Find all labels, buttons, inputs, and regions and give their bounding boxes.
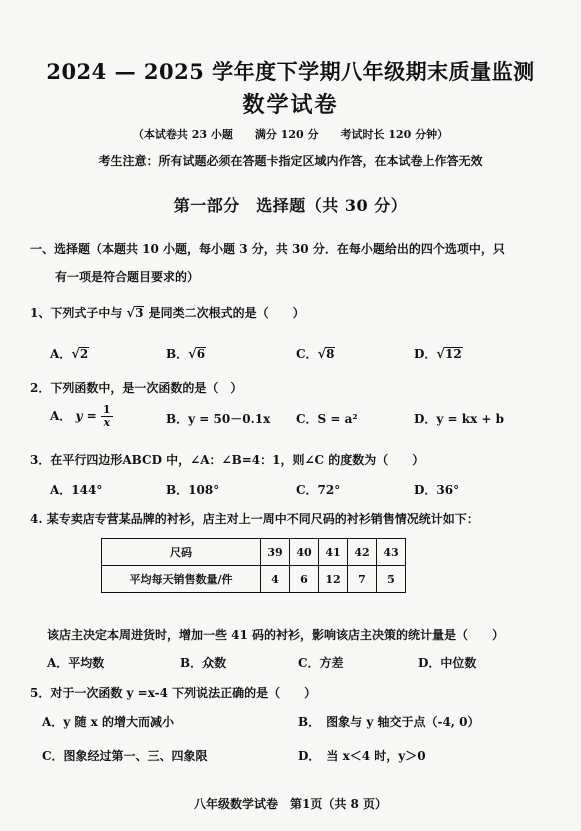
q1-stem-radicand: 3 (135, 306, 144, 320)
q1-option-a (50, 345, 89, 362)
q4-question: 该店主决定本周进货时，增加一些 41 码的衬衫，影响该店主决策的统计量是（ ） (47, 628, 505, 642)
table-cell: 40 (290, 539, 319, 566)
q1-stem-post: 是同类二次根式的是（ ） (148, 306, 305, 320)
q1-stem-pre: 1、下列式子中与 (30, 306, 123, 320)
table-cell: 42 (348, 539, 377, 566)
q4-option-c: C．方差 (298, 656, 344, 670)
q1-stem (30, 304, 305, 321)
part1-title: 第一部分 选择题（共 30 分） (173, 196, 408, 215)
q4-option-b: B．众数 (180, 656, 227, 670)
q2-fraction-denominator: x (103, 416, 111, 429)
table-row (102, 566, 406, 593)
q5-option-a: A．y 随 x 的增大而减小 (42, 715, 174, 729)
q2-option-a (50, 404, 113, 429)
q5-option-c: C．图象经过第一、三、四象限 (42, 749, 208, 763)
q3-stem: 3．在平行四边形ABCD 中，∠A：∠B=4：1，则∠C 的度数为（ ） (30, 453, 425, 467)
q2-option-d: D．y = kx + b (414, 412, 505, 426)
table-cell: 12 (319, 566, 348, 593)
section1-heading-line1: 一、选择题（本题共 10 小题，每小题 3 分，共 30 分．在每小题给出的四个选项中，只 (30, 242, 505, 256)
sales-table (101, 538, 406, 593)
q1-option-b-radicand: 6 (196, 347, 206, 361)
table-cell: 39 (261, 539, 290, 566)
table-header-sales: 平均每天销售数量/件 (102, 566, 261, 593)
exam-info: （本试卷共 23 小题 满分 120 分 考试时长 120 分钟） (132, 128, 449, 141)
table-cell: 5 (377, 566, 406, 593)
q1-option-b (166, 345, 206, 362)
q3-option-d: D．36° (414, 483, 460, 497)
table-row (102, 539, 406, 566)
q4-option-d: D．中位数 (418, 656, 477, 670)
q1-option-c (296, 345, 335, 362)
q1-option-d (414, 345, 463, 362)
sqrt-symbol: √ (436, 347, 445, 362)
sqrt-symbol: √ (188, 347, 197, 362)
q1-option-a-letter: A． (50, 347, 72, 361)
q4-option-a: A．平均数 (47, 656, 105, 670)
q2-stem: 2．下列函数中，是一次函数的是（ ） (30, 381, 243, 395)
table-header-size: 尺码 (102, 539, 261, 566)
q1-option-d-radicand: 12 (444, 347, 462, 361)
page-footer: 八年级数学试卷 第1页（共 8 页） (193, 797, 388, 811)
q2-option-a-letter: A． (50, 409, 72, 423)
q4-stem: 4. 某专卖店专营某品牌的衬衫，店主对上一周中不同尺码的衬衫销售情况统计如下： (30, 512, 479, 526)
exam-notice: 考生注意：所有试题必须在答题卡指定区域内作答，在本试卷上作答无效 (98, 154, 483, 168)
table-cell: 6 (290, 566, 319, 593)
q1-option-c-radicand: 8 (326, 347, 335, 361)
q1-sqrt-symbol: √ (126, 306, 136, 321)
q2-option-b: B．y = 50－0.1x (166, 412, 271, 426)
q2-option-a-fraction (101, 404, 113, 429)
q5-option-d: D． 当 x＜4 时，y＞0 (298, 749, 426, 763)
table-cell: 4 (261, 566, 290, 593)
q3-option-a: A．144° (50, 483, 103, 497)
q1-option-b-letter: B． (166, 347, 189, 361)
table-cell: 41 (319, 539, 348, 566)
q1-option-d-letter: D． (414, 347, 437, 361)
q3-option-c: C．72° (296, 483, 341, 497)
table-cell: 7 (348, 566, 377, 593)
q3-option-b: B．108° (166, 483, 220, 497)
q2-fraction-numerator: 1 (102, 403, 111, 416)
q2-option-a-lhs: y = (75, 409, 97, 423)
sqrt-symbol: √ (317, 347, 327, 362)
q5-option-b: B． 图象与 y 轴交于点（-4, 0） (298, 715, 480, 729)
exam-title-line2: 数学试卷 (242, 92, 339, 118)
q1-option-c-letter: C． (296, 347, 318, 361)
q5-stem: 5．对于一次函数 y =x-4 下列说法正确的是（ ） (30, 686, 317, 700)
q2-option-c: C．S = a² (296, 412, 358, 426)
table-cell: 43 (377, 539, 406, 566)
sqrt-symbol: √ (71, 347, 80, 362)
section1-heading-line2: 有一项是符合题目要求的） (55, 270, 200, 284)
q1-option-a-radicand: 2 (79, 347, 89, 361)
exam-title-line1: 2024 — 2025 学年度下学期八年级期末质量监测 (46, 59, 535, 84)
